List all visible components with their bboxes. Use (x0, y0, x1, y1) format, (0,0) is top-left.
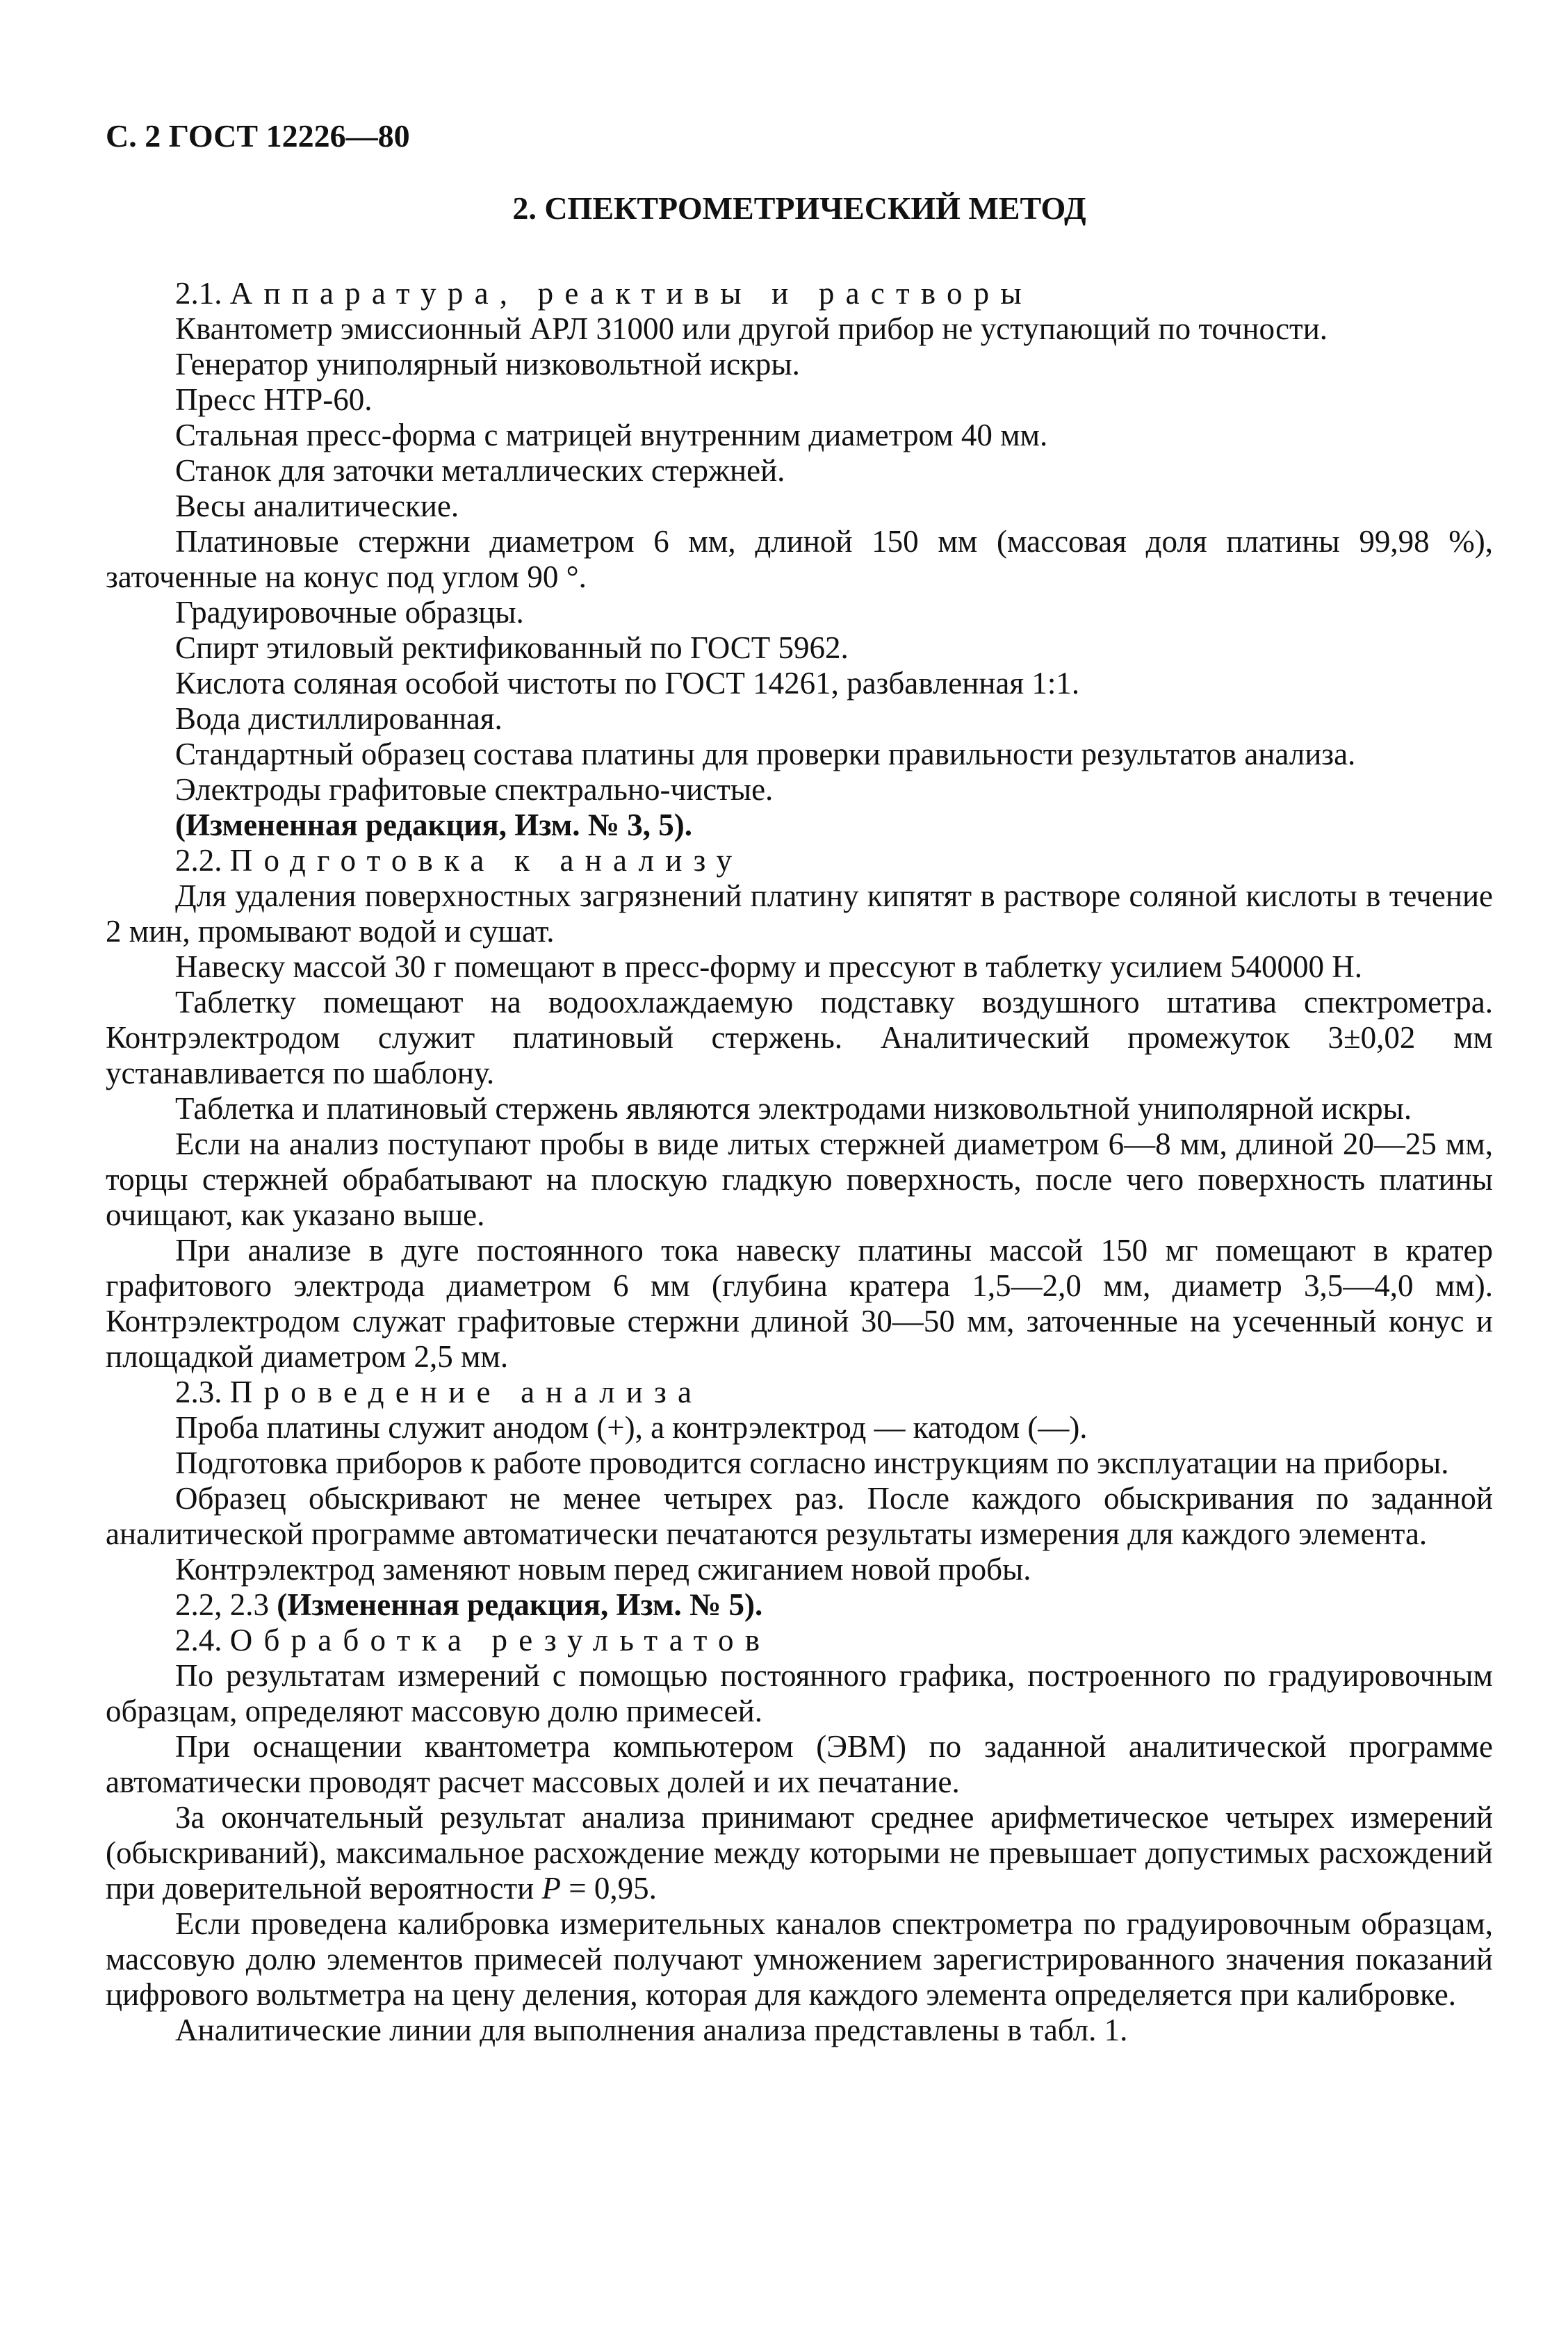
amendment-note: (Измененная редакция, Изм. № 3, 5). (175, 808, 693, 842)
subsection-title: Проведение анализа (229, 1375, 703, 1409)
paragraph: Если на анализ поступают пробы в виде литых стержней диаметром 6—8 мм, длиной 20—25 мм, торцы стержней обрабатывают на плоскую гладкую поверхность, после чего поверхность платины очищают, как указано выше. (106, 1127, 1493, 1232)
amendment-note (106, 1587, 1493, 1623)
paragraph: Проба платины служит анодом (+), а контрэлектрод — катодом (—). (175, 1410, 1088, 1445)
paragraph (106, 1800, 1493, 1906)
subsection-number: 2.3. (175, 1375, 222, 1409)
equipment-item: Вода дистиллированная. (175, 701, 503, 736)
paragraph: Аналитические линии для выполнения анализа представлены в табл. 1. (175, 2013, 1128, 2047)
paragraph: Таблетку помещают на водоохлаждаемую подставку воздушного штатива спектрометра. Контрэлектродом служит платиновый стержень. Аналитический промежуток 3±0,02 мм устанавливается по шаблону. (106, 985, 1493, 1090)
equipment-item: Весы аналитические. (175, 489, 459, 523)
equipment-item: Стандартный образец состава платины для проверки правильности результатов анализа. (175, 737, 1356, 771)
section-title: 2. СПЕКТРОМЕТРИЧЕСКИЙ МЕТОД (512, 190, 1086, 226)
paragraph: Таблетка и платиновый стержень являются электродами низковольтной униполярной искры. (175, 1091, 1412, 1126)
subsection-number: 2.4. (175, 1623, 222, 1657)
document-page (106, 118, 1493, 2048)
equipment-item: Электроды графитовые спектрально-чистые. (175, 772, 774, 807)
final-result-text: За окончательный результат анализа принимают среднее арифметическое четырех измерений (обыскриваний), максимальное расхождение между которыми не превышает допустимых расхождений при доверительной вероятности (106, 1800, 1493, 1906)
page-header: С. 2 ГОСТ 12226—80 (106, 118, 410, 154)
probability-variable: P (541, 1871, 562, 1906)
amendment-text: (Измененная редакция, Изм. № 5). (277, 1587, 763, 1622)
amendment-clauses: 2.2, 2.3 (175, 1587, 269, 1622)
equipment-item: Платиновые стержни диаметром 6 мм, длиной 150 мм (массовая доля платины 99,98 %), заточенные на конус под углом 90 °. (106, 524, 1493, 594)
subsection-title: Аппаратура, реактивы и растворы (229, 276, 1033, 311)
subsection-title: Подготовка к анализу (229, 843, 744, 878)
paragraph: Для удаления поверхностных загрязнений платину кипятят в растворе соляной кислоты в течение 2 мин, промывают водой и сушат. (106, 878, 1493, 949)
equipment-item: Генератор униполярный низковольтной искры. (175, 347, 800, 382)
paragraph: При анализе в дуге постоянного тока навеску платины массой 150 мг помещают в кратер графитового электрода диаметром 6 мм (глубина кратера 1,5—2,0 мм, диаметр 3,5—4,0 мм). Контрэлектродом служат графитовые стержни длиной 30—50 мм, заточенные на усеченный конус и площадкой диаметром 2,5 мм. (106, 1233, 1493, 1374)
equipment-item: Стальная пресс-форма с матрицей внутренним диаметром 40 мм. (175, 418, 1048, 452)
subsection-number: 2.1. (175, 276, 222, 311)
equipment-item: Квантометр эмиссионный АРЛ 31000 или другой прибор не уступающий по точности. (175, 311, 1328, 346)
paragraph: По результатам измерений с помощью постоянного графика, построенного по градуировочным образцам, определяют массовую долю примесей. (106, 1658, 1493, 1728)
paragraph: Подготовка приборов к работе проводится согласно инструкциям по эксплуатации на приборы. (175, 1446, 1449, 1480)
equipment-item: Кислота соляная особой чистоты по ГОСТ 14261, разбавленная 1:1. (175, 666, 1080, 701)
equipment-item: Спирт этиловый ректификованный по ГОСТ 5962. (175, 630, 849, 665)
subsection-heading-2-4 (106, 1623, 1493, 1658)
paragraph: Контрэлектрод заменяют новым перед сжиганием новой пробы. (175, 1552, 1031, 1587)
equipment-item: Пресс НТР-60. (175, 382, 373, 417)
subsection-heading-2-2 (106, 843, 1493, 878)
paragraph: При оснащении квантометра компьютером (ЭВМ) по заданной аналитической программе автоматически проводят расчет массовых долей и их печатание. (106, 1729, 1493, 1799)
equipment-item: Станок для заточки металлических стержней. (175, 453, 785, 488)
equipment-item: Градуировочные образцы. (175, 595, 524, 630)
paragraph: Образец обыскривают не менее четырех раз. После каждого обыскривания по заданной аналитической программе автоматически печатаются результаты измерения для каждого элемента. (106, 1481, 1493, 1551)
paragraph: Навеску массой 30 г помещают в пресс-форму и прессуют в таблетку усилием 540000 Н. (175, 949, 1363, 984)
probability-value: = 0,95. (569, 1871, 657, 1906)
paragraph: Если проведена калибровка измерительных каналов спектрометра по градуировочным образцам, массовую долю элементов примесей получают умножением зарегистрированного значения показаний цифрового вольтметра на цену деления, которая для каждого элемента определяется при калибровке. (106, 1906, 1493, 2012)
subsection-heading-2-3 (106, 1375, 1493, 1410)
subsection-number: 2.2. (175, 843, 222, 878)
subsection-heading-2-1 (106, 276, 1493, 311)
subsection-title: Обработка результатов (229, 1623, 771, 1657)
